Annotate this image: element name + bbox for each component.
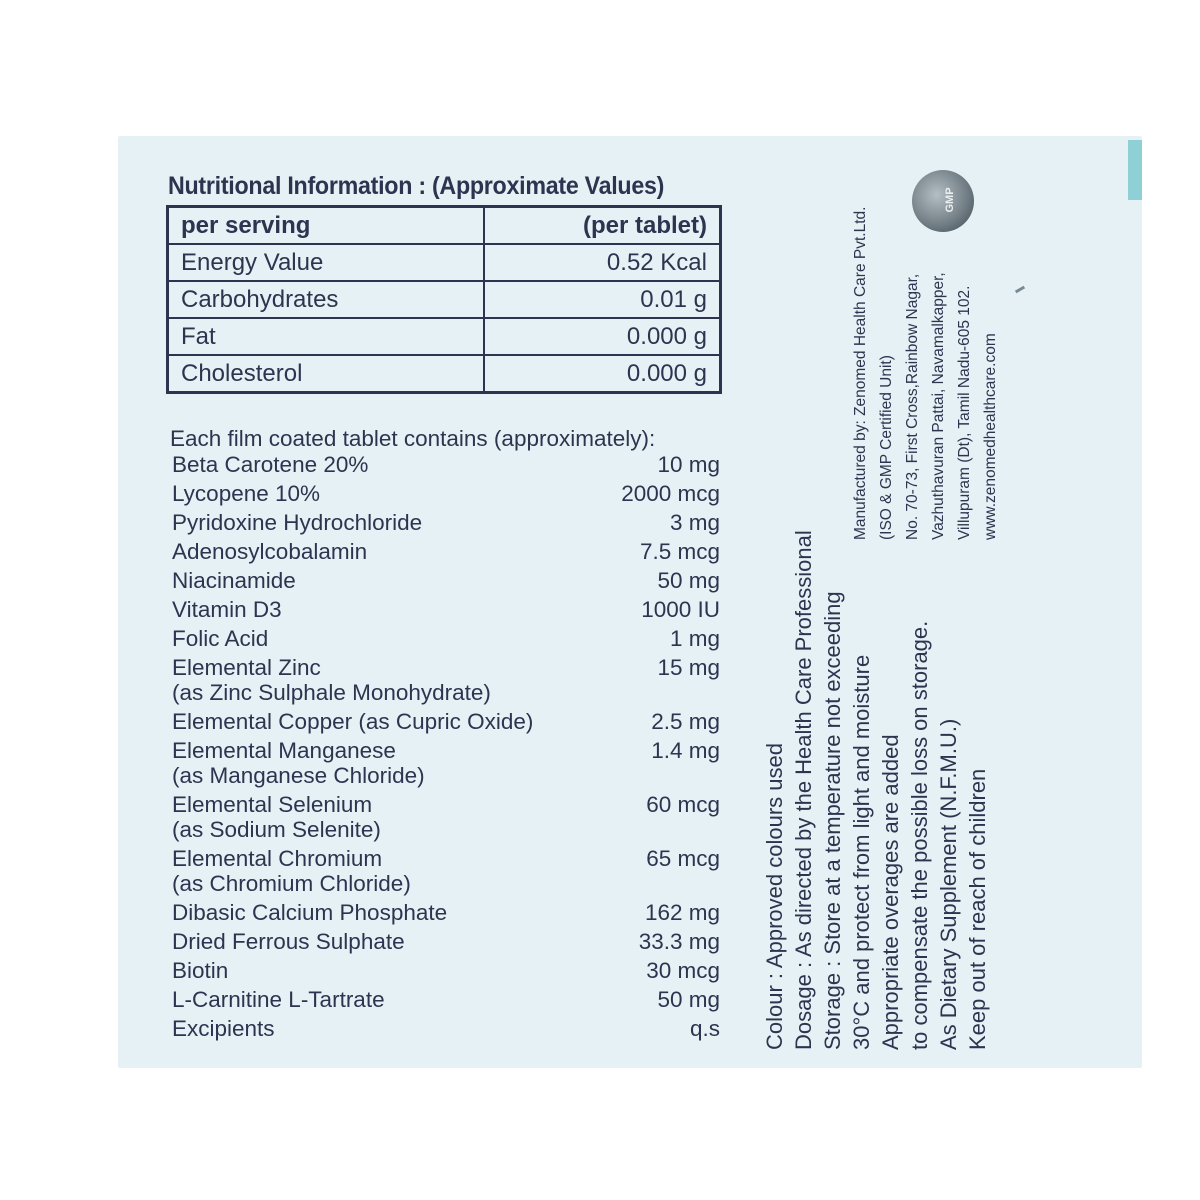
ingredient-amount: 33.3 mg [638,929,720,954]
nutrition-header-label: per serving [168,207,485,245]
note-line: Keep out of reach of children [965,768,990,1050]
nutrition-row [168,318,721,355]
manufacturer-website: www.zenomedhealthcare.com [982,333,999,540]
ingredient-row [172,846,720,896]
ingredient-name: L-Carnitine L-Tartrate [172,987,385,1012]
ingredient-amount: 50 mg [657,987,720,1012]
ingredient-amount: 60 mcg [646,792,720,817]
nutrition-label: Energy Value [168,244,485,281]
ingredient-amount: 1.4 mg [651,738,720,763]
ingredient-name: Vitamin D3 [172,597,282,622]
ingredient-row [172,568,720,593]
nutrition-value: 0.000 g [484,355,721,393]
ingredient-row [172,929,720,954]
ingredient-amount: 162 mg [644,900,720,925]
ingredient-amount: 2.5 mg [651,709,720,734]
nutrition-row [168,244,721,281]
ingredient-name: Elemental Copper (as Cupric Oxide) [172,709,534,734]
nutrition-header-row [168,207,721,245]
nutrition-value: 0.52 Kcal [484,244,721,281]
ingredient-amount: 1000 IU [641,597,720,622]
nutrition-row [168,355,721,393]
ingredient-row [172,987,720,1012]
ingredient-name: Biotin [172,958,229,983]
logo-text: GMP [944,187,956,213]
ingredient-amount: q.s [689,1016,720,1041]
note-line: 30°C and protect from light and moisture [849,654,874,1050]
ingredient-name: Adenosylcobalamin [172,539,368,564]
ingredient-row [172,709,720,734]
ingredient-row [172,452,720,477]
ingredient-row [172,958,720,983]
note-line: Dosage : As directed by the Health Care Professional [791,530,816,1050]
nutrition-label: Fat [168,318,485,355]
note-line: As Dietary Supplement (N.F.M.U.) [936,718,961,1050]
ingredient-name: Elemental Chromium (as Chromium Chloride) [172,846,411,896]
manufacturer-line: Manufactured by: Zenomed Health Care Pvt.Ltd. [852,206,869,540]
ingredient-amount: 10 mg [657,452,720,477]
note-line: Colour : Approved colours used [762,743,787,1050]
ingredient-amount: 2000 mcg [621,481,720,506]
ingredient-name: Dried Ferrous Sulphate [172,929,405,954]
ingredient-name: Lycopene 10% [172,481,321,506]
ingredient-amount: 65 mcg [646,846,720,871]
nutrition-value: 0.01 g [484,281,721,318]
ingredient-name: Elemental Selenium (as Sodium Selenite) [172,792,381,842]
nutrition-value: 0.000 g [484,318,721,355]
ingredient-row [172,597,720,622]
nutrition-label: Cholesterol [168,355,485,393]
ingredient-row [172,1016,720,1041]
nutrition-table [166,205,722,394]
ingredient-amount: 7.5 mcg [639,539,720,564]
manufacturer-line: Villupuram (Dt), Tamil Nadu-605 102. [956,285,973,540]
ingredient-row [172,900,720,925]
ingredient-row [172,792,720,842]
ingredient-amount: 1 mg [669,626,720,651]
ingredients-list [172,452,720,1045]
ingredient-name: Elemental Manganese (as Manganese Chloride) [172,738,425,788]
nutrition-title: Nutritional Information : (Approximate Values) [168,172,665,200]
manufacturer-line: Vazhuthavuran Pattai, Navamalkapper, [930,272,947,540]
company-logo-icon [912,170,974,232]
ingredient-name: Pyridoxine Hydrochloride [172,510,423,535]
ingredient-row [172,481,720,506]
ingredients-heading: Each film coated tablet contains (approximately): [170,426,656,451]
ingredient-amount: 50 mg [657,568,720,593]
nutrition-header-value: (per tablet) [484,207,721,245]
ingredient-amount: 30 mcg [646,958,720,983]
ingredient-name: Elemental Zinc (as Zinc Sulphale Monohydrate) [172,655,491,705]
nutrition-label: Carbohydrates [168,281,485,318]
ingredient-row [172,626,720,651]
ingredient-row [172,655,720,705]
note-line: Appropriate overages are added [878,734,903,1050]
ingredient-name: Excipients [172,1016,275,1041]
ingredient-name: Niacinamide [172,568,296,593]
ingredient-name: Beta Carotene 20% [172,452,369,477]
ingredient-name: Folic Acid [172,626,269,651]
ingredient-amount: 15 mg [657,655,720,680]
ingredient-amount: 3 mg [669,510,720,535]
manufacturer-line: (ISO & GMP Certified Unit) [878,355,895,540]
ingredient-row [172,738,720,788]
ingredient-row [172,510,720,535]
note-line: to compensate the possible loss on storage. [907,620,932,1050]
nutrition-row [168,281,721,318]
edge-strip [1128,140,1142,200]
ingredient-name: Dibasic Calcium Phosphate [172,900,448,925]
note-line: Storage : Store at a temperature not exceeding [820,591,845,1050]
manufacturer-line: No. 70-73, First Cross,Rainbow Nagar, [904,273,921,540]
ingredient-row [172,539,720,564]
